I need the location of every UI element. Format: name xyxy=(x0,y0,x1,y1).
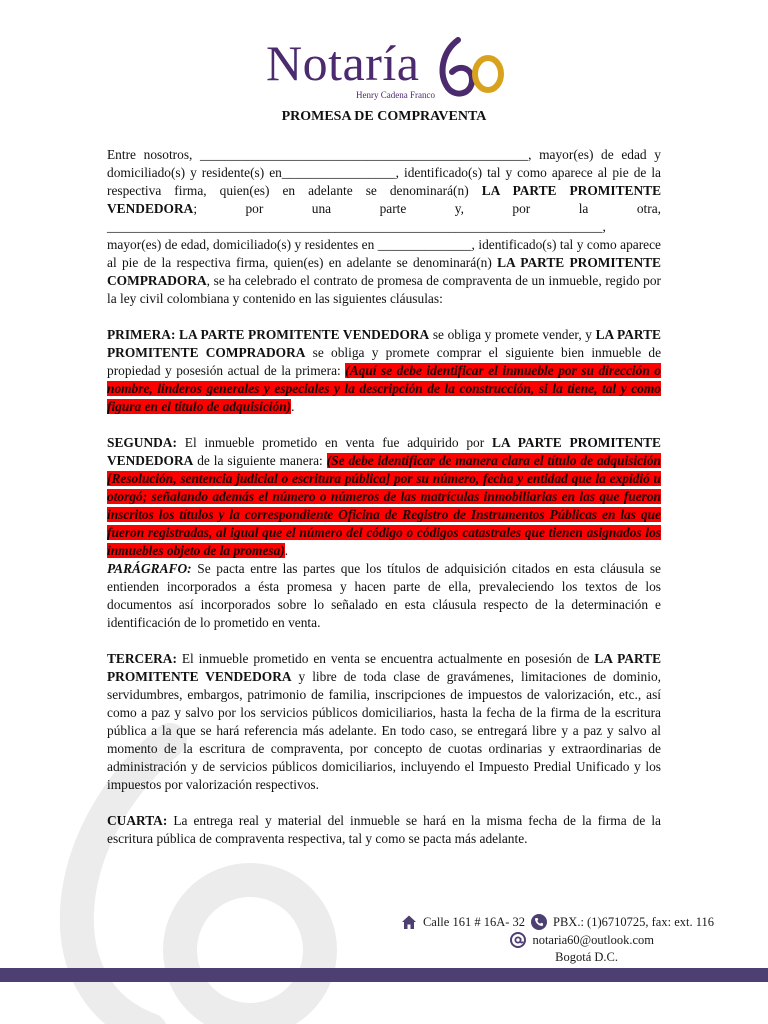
clause-text: Se pacta entre las partes que los títulos de adquisición citados en esta cláusula se entienden incorporados a ésta promesa y hacen parte de ella, prevaleciendo los textos de los documentos así incorporados sobre lo señalado en esta cláusula respecto de la determinación e identificación de lo prometido en venta. xyxy=(107,561,661,630)
document-body xyxy=(107,146,661,848)
clause-label: PRIMERA: xyxy=(107,327,176,342)
logo-60-mark xyxy=(434,34,514,98)
highlighted-instruction: (Se debe identificar de manera clara el título de adquisición [Resolución, sentencia judicial o escritura pública] por su número, fecha y entidad que la expidió u otorgó; señalando además el número o números de las matrículas inmobiliarias en las que fueron inscritos los títulos y la correspondiente Oficina de Registro de Instrumentos Públicas en las que fueron registradas, al igual que el número del código o códigos catastrales que tienen asignados los inmuebles objeto de la promesa) xyxy=(107,453,661,558)
clause-label: PARÁGRAFO: xyxy=(107,561,192,576)
footer-city-line xyxy=(555,949,618,965)
clause-primera xyxy=(107,326,661,416)
clause-label: TERCERA: xyxy=(107,651,177,666)
intro-text: mayor(es) de edad y domiciliado(s) y residente(s) en xyxy=(107,147,661,180)
footer-phone: PBX.: (1)6710725, fax: ext. 116 xyxy=(553,915,714,929)
clause-text: se obliga y promete vender, y xyxy=(432,327,592,342)
footer-bar xyxy=(0,968,768,982)
logo-subtext: Henry Cadena Franco xyxy=(356,90,435,100)
intro-text: , se ha celebrado el contrato de promesa de compraventa de un inmueble, regido por la ley civil colombiana y contenido en las siguientes cláusulas: xyxy=(107,273,661,306)
seller-term: LA PARTE PROMITENTE VENDEDORA xyxy=(179,327,430,342)
blank-line: ______________ xyxy=(377,237,472,252)
logo-text: Notaría xyxy=(266,35,420,91)
clause-tercera xyxy=(107,650,661,794)
intro-text: ; por una parte y, por la otra, xyxy=(193,201,661,216)
seller-term: LA PARTE PROMITENTE VENDEDORA xyxy=(107,183,661,216)
clause-text: . xyxy=(284,543,289,558)
footer-email[interactable]: notaria60@outlook.com xyxy=(532,933,654,947)
page-footer xyxy=(0,912,768,1024)
page-header xyxy=(0,30,768,100)
clause-text: El inmueble prometido en venta fue adquirido por xyxy=(184,435,485,450)
seller-term: LA PARTE PROMITENTE VENDEDORA xyxy=(107,651,662,684)
clause-segunda xyxy=(107,434,661,560)
intro-paragraph xyxy=(107,146,661,308)
buyer-term: LA PARTE PROMITENTE COMPRADORA xyxy=(107,327,661,360)
clause-paragrafo xyxy=(107,560,661,632)
footer-address: Calle 161 # 16A- 32 xyxy=(422,915,526,929)
intro-text: , identificado(s) tal y como aparece al pie de la respectiva firma, quien(es) en adelante se denominará(n) xyxy=(107,165,661,198)
intro-text: , identificado(s) tal y como aparece al pie de la respectiva firma, quien(es) en adelante se denominará(n) xyxy=(107,237,661,270)
intro-text: mayor(es) de edad, domiciliado(s) y residentes en xyxy=(107,237,375,252)
document-title: PROMESA DE COMPRAVENTA xyxy=(281,109,487,124)
clause-cuarta xyxy=(107,812,661,848)
clause-text: y libre de toda clase de gravámenes, limitaciones de dominio, servidumbres, embargos, patrimonio de familia, inscripciones de impuestos de valorización, etc., así como a paz y salvo por los servicios públicos domiciliarios, hasta la fecha de la firma de la escritura pública a la que se hará referencia más adelante. En todo caso, se entregará libre y a paz y salvo al momento de la escritura de compraventa, por concepto de cuotas ordinarias y extraordinarias de administración y de servicios públicos domiciliarios, incluyendo el Impuesto Predial Unificado y los impuestos por valorización respectivos. xyxy=(107,669,661,792)
clause-text: de la siguiente manera: xyxy=(197,453,323,468)
highlighted-instruction: (Aquí se debe identificar el inmueble por su dirección o nombre, linderos generales y especiales y la descripción de la construcción, si la tiene, tal y como figura en el título de adquisición) xyxy=(107,363,661,414)
footer-city: Bogotá D.C. xyxy=(555,950,618,964)
clause-text: . xyxy=(291,399,295,414)
intro-text: Entre nosotros, xyxy=(107,147,193,162)
clause-text: El inmueble prometido en venta se encuentra actualmente en posesión de xyxy=(181,651,590,666)
clause-label: CUARTA: xyxy=(107,813,168,828)
footer-contact-line xyxy=(401,914,714,930)
seller-term: LA PARTE PROMITENTE VENDEDORA xyxy=(107,435,661,468)
email-icon xyxy=(510,932,526,948)
clause-text: se obliga y promete comprar el siguiente bien inmueble de propiedad y posesión actual de la primera: xyxy=(107,345,662,378)
phone-icon xyxy=(531,914,547,930)
blank-line: __________________________________________________________________________, xyxy=(107,219,606,234)
house-icon xyxy=(401,914,417,930)
buyer-term: LA PARTE PROMITENTE COMPRADORA xyxy=(107,255,661,288)
blank-line: _________________________________________________, xyxy=(200,147,532,162)
clause-label: SEGUNDA: xyxy=(107,435,177,450)
blank-line: _________________ xyxy=(281,165,396,180)
clause-text: La entrega real y material del inmueble se hará en la misma fecha de la firma de la escritura pública de compraventa respectiva, tal y como se pacta más adelante. xyxy=(107,813,661,846)
footer-email-line xyxy=(510,932,654,948)
